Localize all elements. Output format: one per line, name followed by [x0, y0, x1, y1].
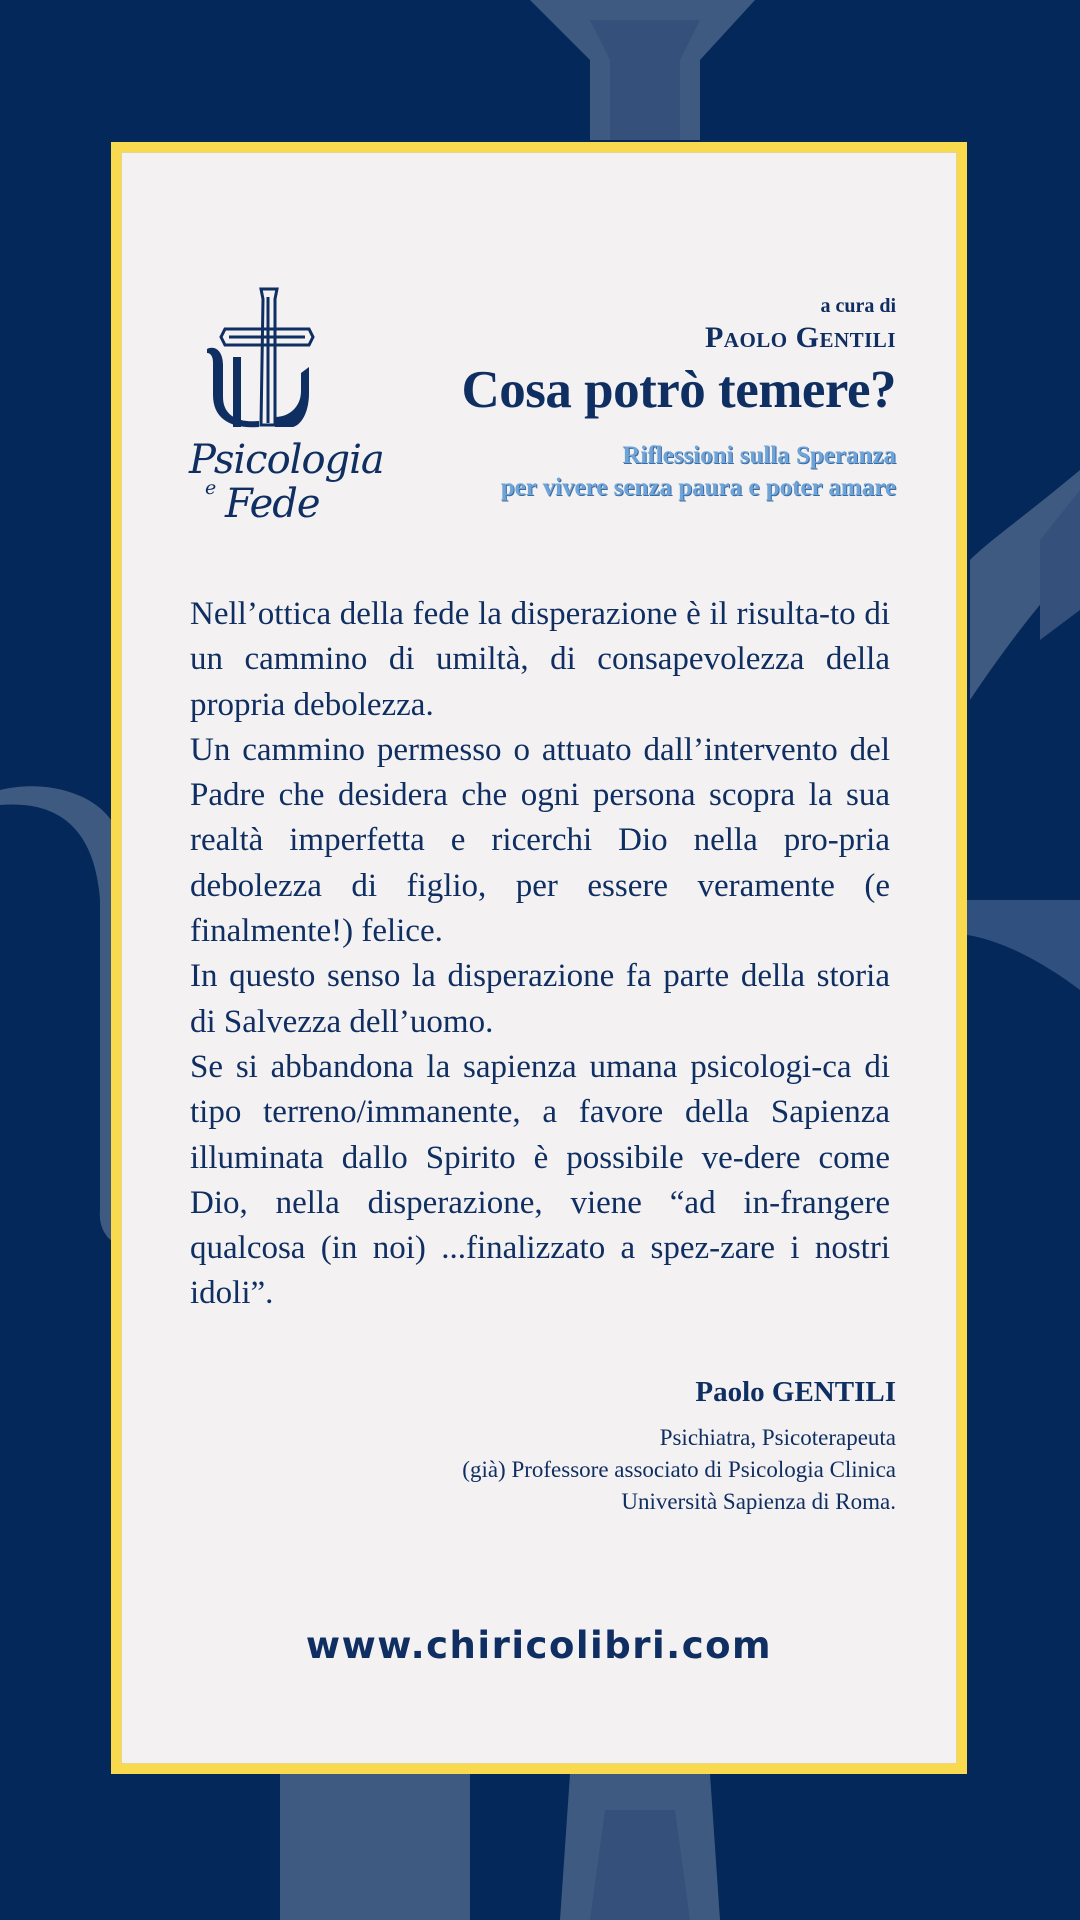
cover-header — [376, 292, 896, 504]
author-signature — [296, 1372, 896, 1518]
blurb-paragraph-4: Se si abbandona la sapienza umana psicologi-ca di tipo terreno/immanente, a favore della Sapienza illuminata dallo Spirito è possibile ve-dere come Dio, nella disperazione, viene “ad in-frangere qualcosa (in noi) ...finalizzato a spez-zare i nostri idoli”. — [190, 1048, 890, 1312]
signature-university: Università Sapienza di Roma. — [621, 1489, 896, 1514]
blurb-paragraph-3: In questo senso la disperazione fa parte della storia di Salvezza dell’uomo. — [190, 958, 890, 1040]
publisher-website: www.chiricolibri.com — [305, 1624, 773, 1667]
logo-word-psicologia: Psicologia — [189, 437, 384, 483]
edited-by-label: a cura di — [820, 295, 896, 317]
signature-name: Paolo GENTILI — [695, 1376, 896, 1408]
blurb-paragraph-1: Nell’ottica della fede la disperazione è il risulta-to di un cammino di umiltà, di consapevolezza della propria debolezza. — [190, 596, 890, 723]
signature-role: Psichiatra, Psicoterapeuta — [659, 1425, 896, 1450]
psi-cross-icon — [189, 287, 349, 437]
author-name: Paolo Gentili — [704, 321, 896, 354]
blurb-text — [190, 592, 890, 1317]
logo-word-fede: Fede — [225, 481, 320, 527]
logo-word-e: e — [205, 477, 217, 499]
signature-position: (già) Professore associato di Psicologia Clinica — [462, 1457, 896, 1482]
subtitle-line-2: per vivere senza paura e poter amare — [500, 474, 896, 501]
cover-frame — [111, 142, 967, 1774]
cover-card — [121, 152, 957, 1764]
book-title: Cosa potrò temere? — [461, 361, 896, 419]
subtitle-line-1: Riflessioni sulla Speranza — [622, 442, 896, 469]
blurb-paragraph-2: Un cammino permesso o attuato dall’intervento del Padre che desidera che ogni persona scopra la sua realtà imperfetta e ricerchi Dio nella pro-pria debolezza di figlio, per essere veramente (e finalmente!) felice. — [190, 731, 890, 950]
book-subtitle — [376, 440, 896, 504]
psicologia-e-fede-logo — [189, 287, 384, 532]
